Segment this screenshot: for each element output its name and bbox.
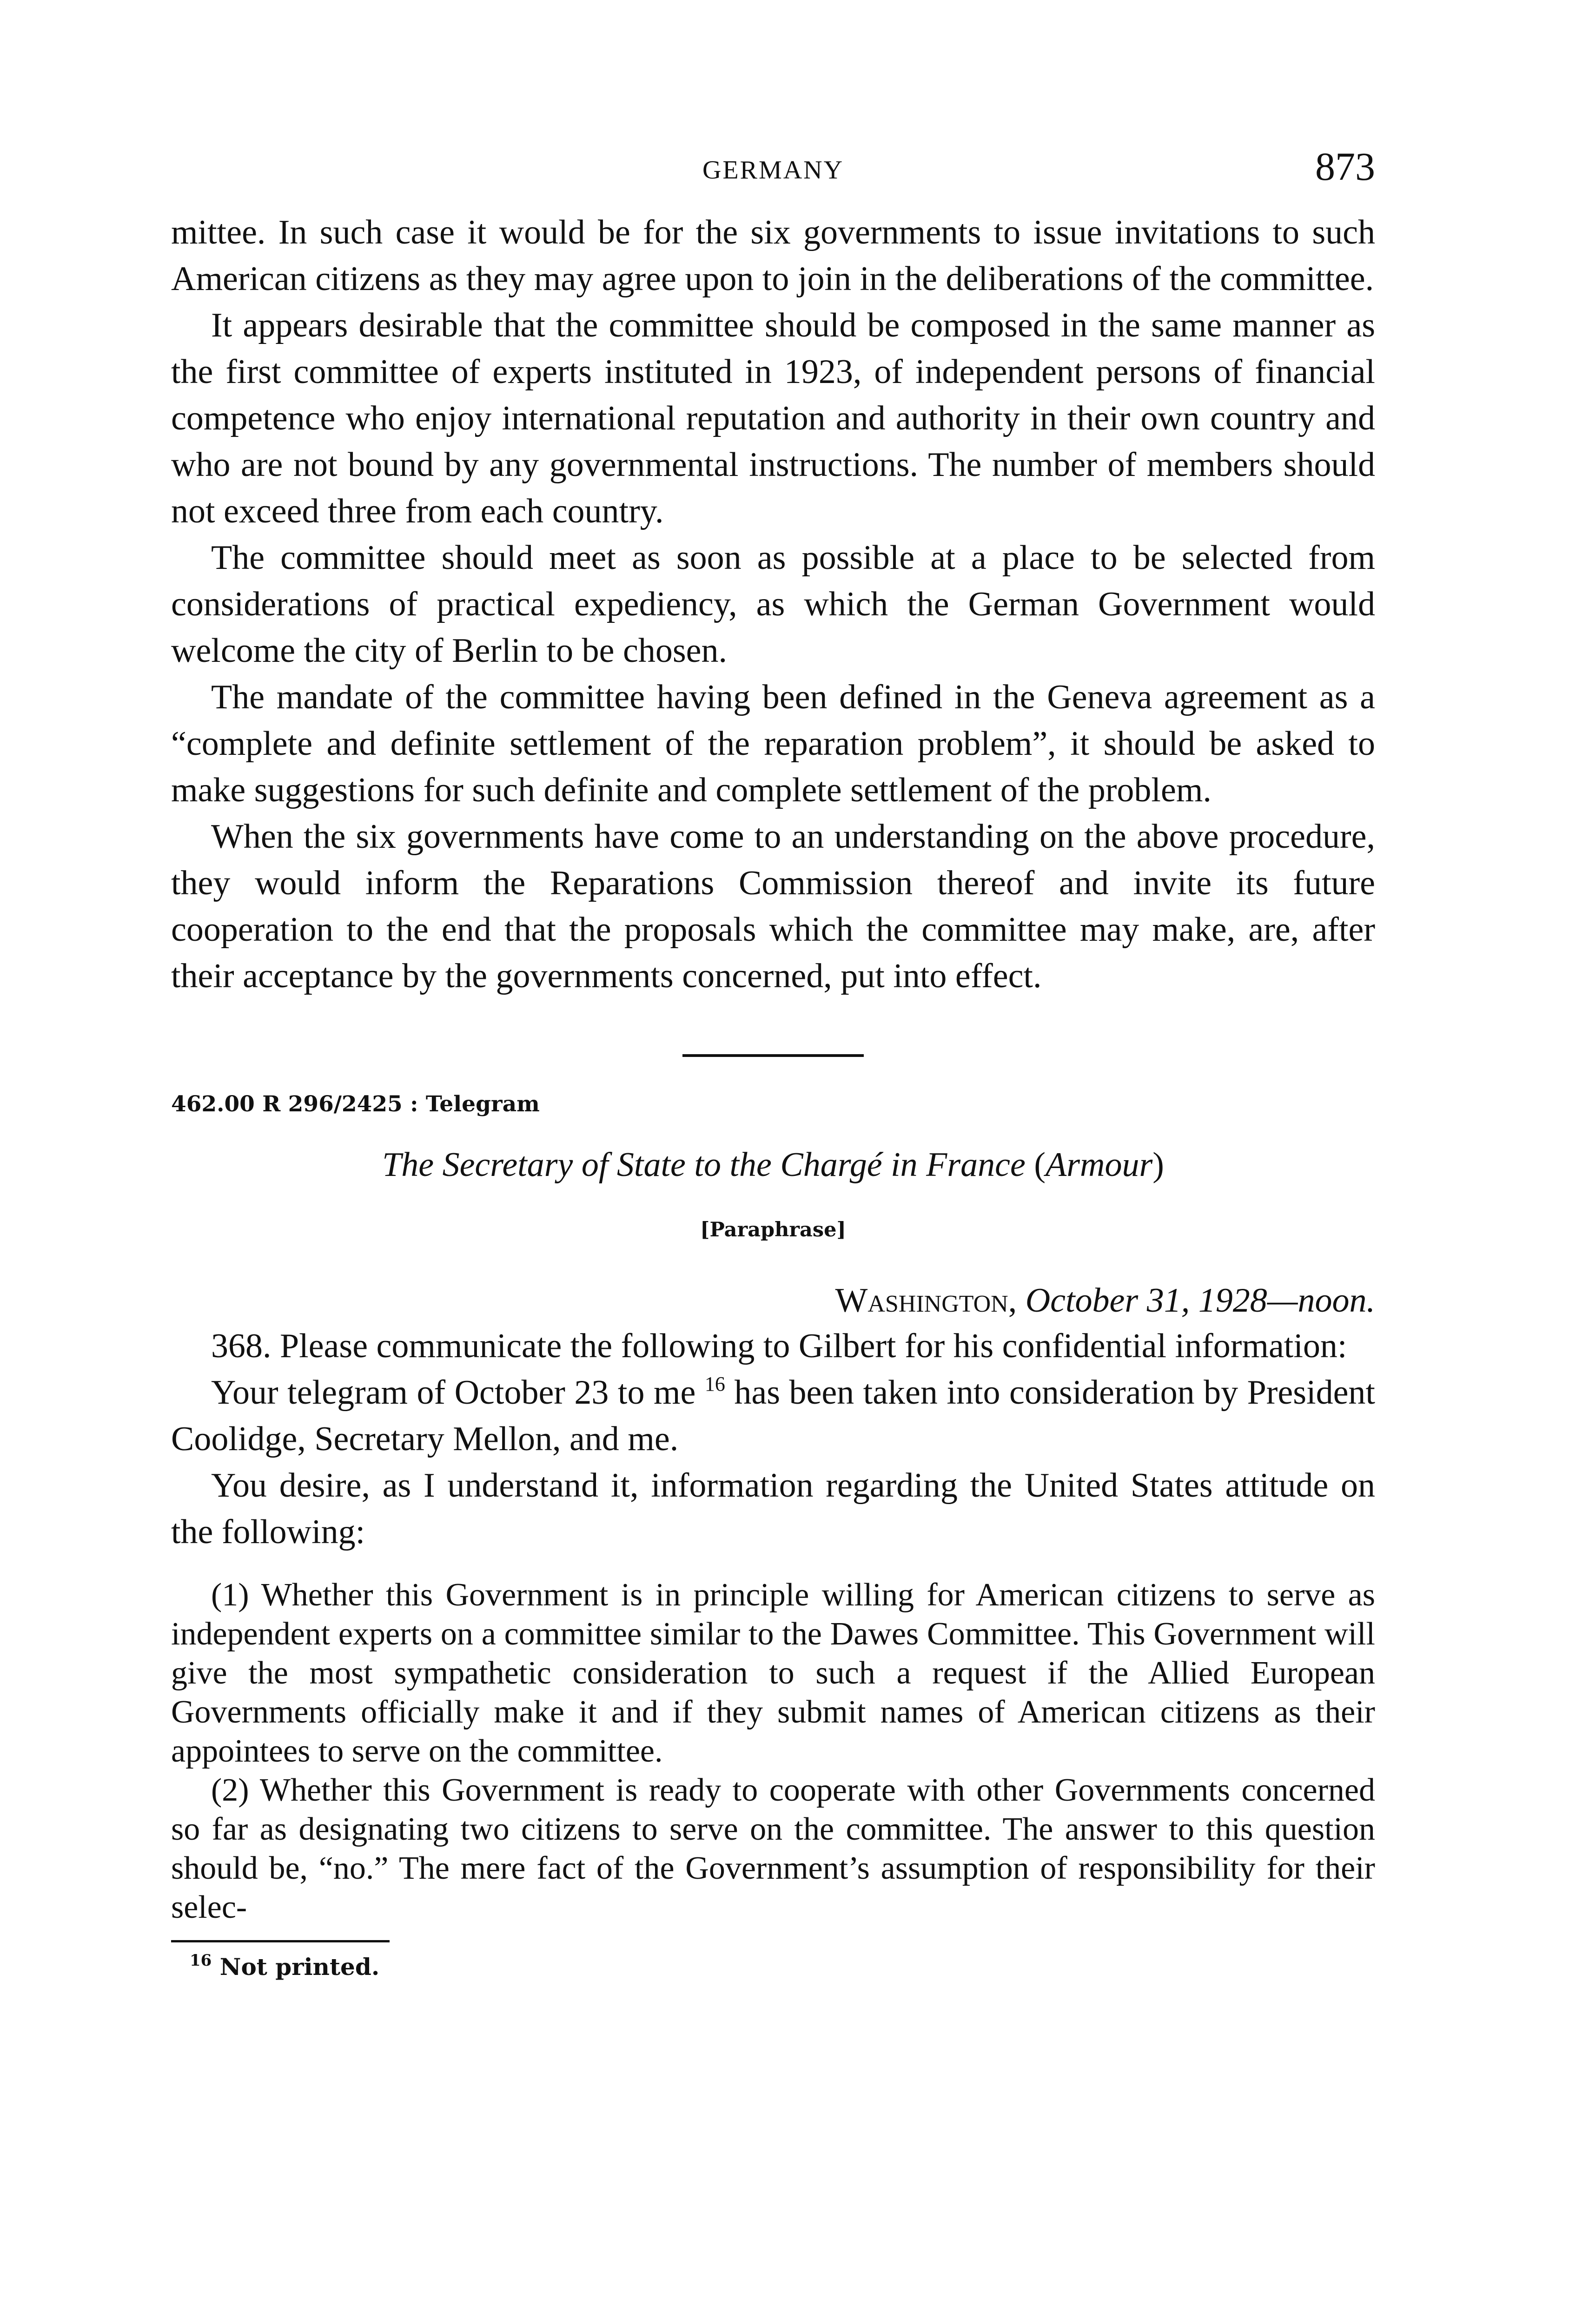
running-head — [171, 139, 1375, 209]
footnote-text: Not printed. — [219, 1953, 380, 1981]
body-paragraph: When the six governments have come to an understanding on the above procedure, they would inform the Reparations Commission thereof and invite its future cooperation to the end that the proposals which the committee may make, are, after their acceptance by the governments concerned, put into effect. — [171, 818, 1375, 995]
telegram-text: has been taken into consideration by President Coolidge, Secretary Mellon, and me. — [171, 1373, 1375, 1458]
footnote — [171, 1953, 1375, 1981]
section-divider — [682, 1054, 864, 1057]
telegram-paragraph: 368. Please communicate the following to Gilbert for his confidential information: — [211, 1327, 1347, 1365]
dateline-place: Washington, — [835, 1281, 1017, 1320]
document-title-name: Armour — [1046, 1146, 1153, 1184]
footnote-divider — [171, 1940, 390, 1942]
footnote-number: 16 — [190, 1951, 212, 1970]
footnote-reference: 16 — [704, 1373, 725, 1395]
file-reference: 462.00 R 296/2425 : Telegram — [171, 1091, 540, 1117]
telegram-paragraph — [171, 1369, 1375, 1462]
telegram-paragraph: You desire, as I understand it, information regarding the United States attitude on the following: — [171, 1466, 1375, 1551]
page-content — [171, 139, 1375, 1981]
body-paragraph: The committee should meet as soon as possible at a place to be selected from considerations of practical expediency, as which the German Government would welcome the city of Berlin to be chosen. — [171, 539, 1375, 670]
paraphrase-label: [Paraphrase] — [700, 1218, 846, 1241]
body-paragraph-continued: mittee. In such case it would be for the six governments to issue invitations to such American citizens as they may agree upon to join in the deliberations of the committee. — [171, 213, 1375, 298]
body-paragraph: The mandate of the committee having been defined in the Geneva agreement as a “complete and definite settlement of the reparation problem”, it should be asked to make suggestions for such definite and complete settlement of the problem. — [171, 678, 1375, 809]
quoted-items — [171, 1576, 1375, 1927]
running-head-title: GERMANY — [702, 156, 844, 185]
quoted-item: (2) Whether this Government is ready to cooperate with other Governments concerned so far as designating two citizens to serve on the committee. The answer to this question should be, “no.” The mere fact of the Government’s assumption of responsibility for their selec- — [171, 1772, 1375, 1925]
quoted-item: (1) Whether this Government is in principle willing for American citizens to serve as independent experts on a committee similar to the Dawes Committee. This Government will give the most sympathetic consideration to such a request if the Allied European Governments officially make it and if they submit names of American citizens as their appointees to serve on the committee. — [171, 1577, 1375, 1769]
dateline-date: October 31, 1928—noon. — [1025, 1281, 1375, 1320]
document-title: The Secretary of State to the Chargé in France (Armour) — [382, 1146, 1164, 1184]
document-title-main: The Secretary of State to the Chargé in France — [382, 1146, 1026, 1184]
body-paragraph: It appears desirable that the committee should be composed in the same manner as the first committee of experts instituted in 1923, of independent persons of financial competence who enjoy international reputation and authority in their own country and who are not bound by any governmental instructions. The number of members should not exceed three from each country. — [171, 306, 1375, 530]
telegram-text: Your telegram of October 23 to me — [211, 1373, 696, 1412]
dateline — [171, 1278, 1375, 1323]
page-number: 873 — [1315, 144, 1375, 189]
